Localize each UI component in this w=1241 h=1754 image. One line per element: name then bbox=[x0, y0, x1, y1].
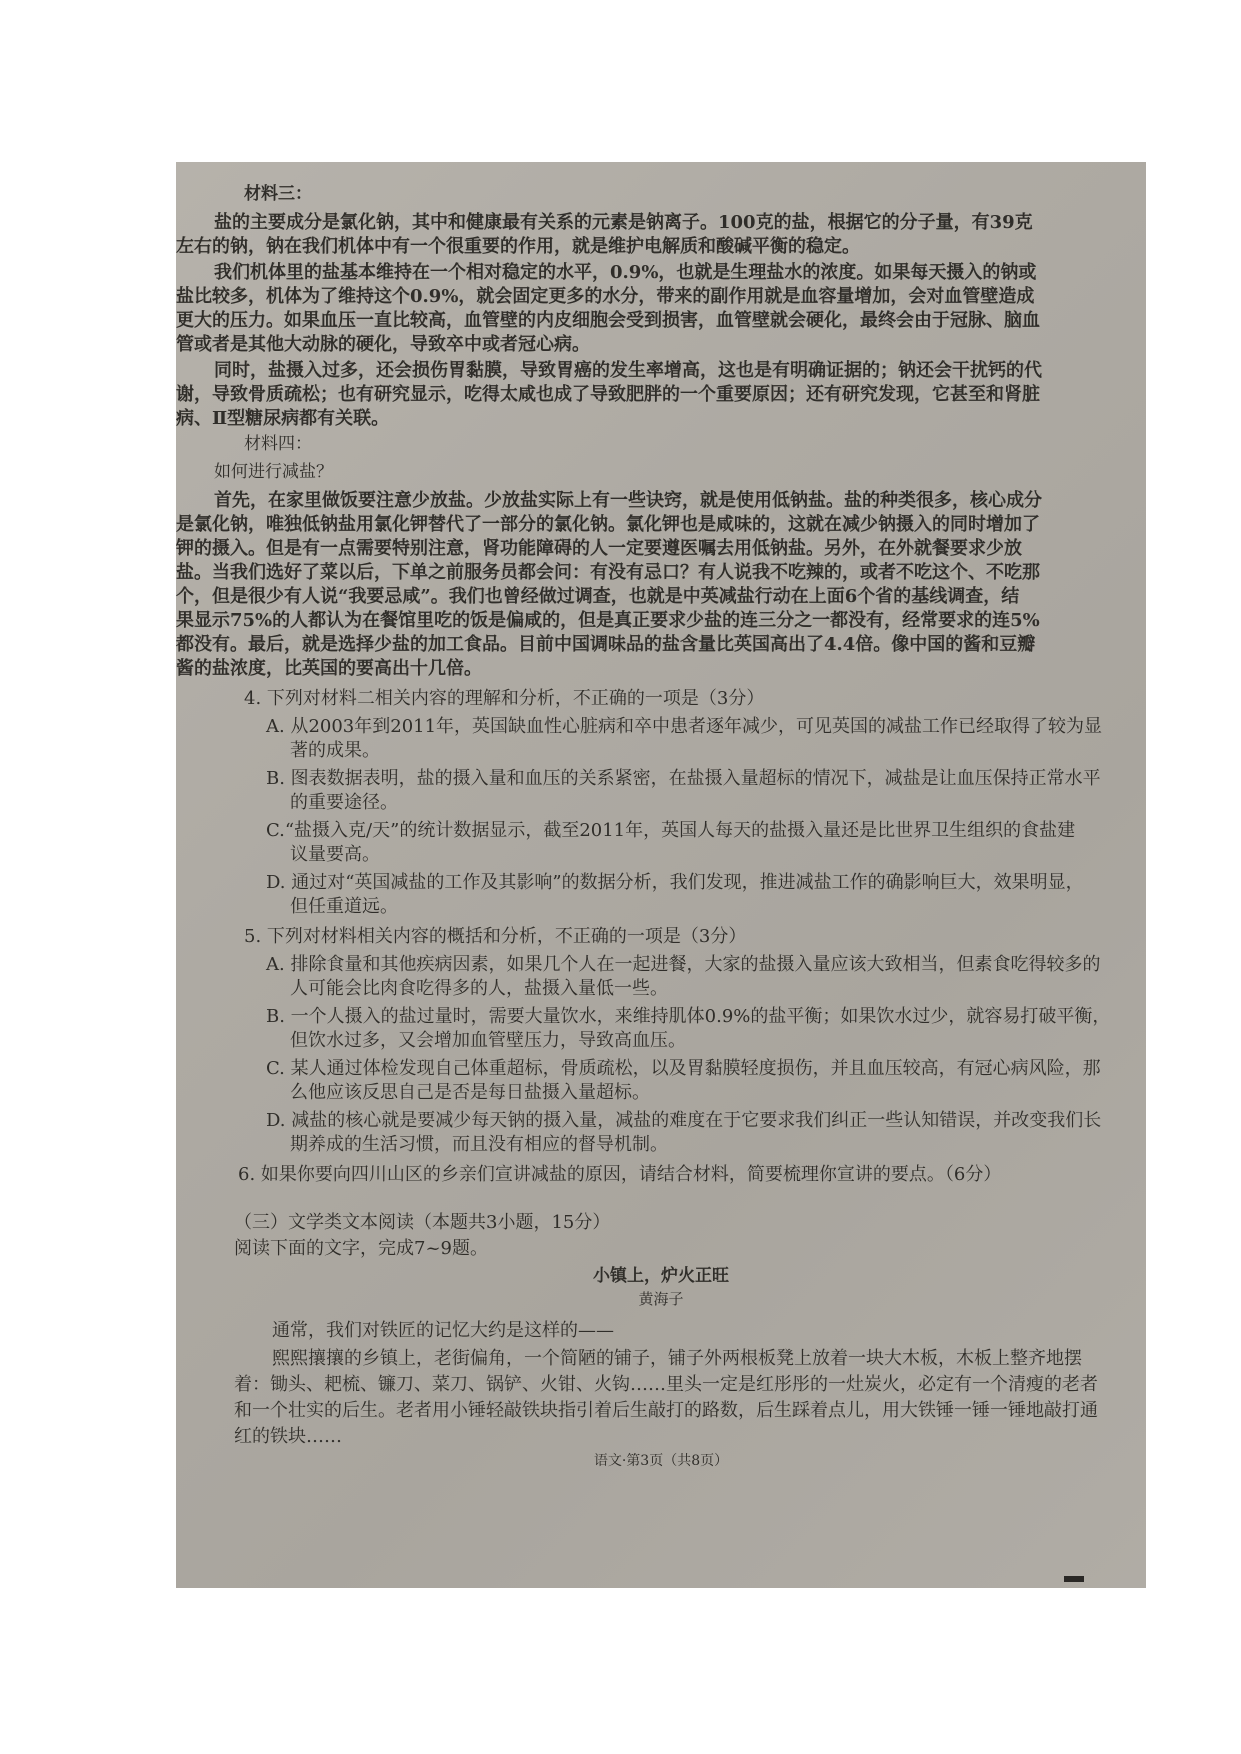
material4-label: 材料四： bbox=[244, 434, 312, 454]
q4-option-c-cont: 议量要高。 bbox=[290, 844, 380, 865]
q5-option-c: C. 某人通过体检发现自己体重超标，骨质疏松，以及胃黏膜轻度损伤，并且血压较高，有冠心病风险，那 bbox=[266, 1058, 1101, 1079]
story-p1: 通常，我们对铁匠的记忆大约是这样的—— bbox=[272, 1320, 614, 1341]
material4-p1-line6: 果显示75%的人都认为在餐馆里吃的饭是偏咸的，但是真正要求少盐的连三分之一都没有，经常要求的连5% bbox=[176, 610, 1040, 631]
material3-p3-line3: 病、Ⅱ型糖尿病都有关联。 bbox=[176, 408, 390, 429]
story-p2-line4: 红的铁块…… bbox=[234, 1426, 342, 1447]
q5-option-b-cont: 但饮水过多，又会增加血管壁压力，导致高血压。 bbox=[290, 1030, 686, 1051]
material3-p3-line2: 谢，导致骨质疏松；也有研究显示，吃得太咸也成了导致肥胖的一个重要原因；还有研究发现，它甚至和肾脏 bbox=[176, 384, 1040, 405]
material4-subtitle: 如何进行减盐？ bbox=[214, 462, 333, 482]
q4-option-a: A. 从2003年到2011年，英国缺血性心脏病和卒中患者逐年减少，可见英国的减盐工作已经取得了较为显 bbox=[266, 716, 1103, 737]
q4-stem: 4. 下列对材料二相关内容的理解和分析，不正确的一项是（3分） bbox=[244, 688, 765, 709]
material3-p2-line3: 更大的压力。如果血压一直比较高，血管壁的内皮细胞会受到损害，血管壁就会硬化，最终会由于冠脉、脑血 bbox=[176, 310, 1040, 331]
q4-option-a-cont: 著的成果。 bbox=[290, 740, 380, 761]
page-footer: 语文·第3页（共8页） bbox=[593, 1453, 729, 1469]
q4-option-b: B. 图表数据表明，盐的摄入量和血压的关系紧密，在盐摄入量超标的情况下，减盐是让血压保持正常水平 bbox=[266, 768, 1101, 789]
story-title: 小镇上，炉火正旺 bbox=[593, 1266, 729, 1286]
material3-label: 材料三： bbox=[244, 184, 312, 204]
story-p2-line1: 熙熙攘攘的乡镇上，老街偏角，一个简陋的铺子，铺子外两根板凳上放着一块大木板，木板上整齐地摆 bbox=[272, 1348, 1082, 1369]
q5-option-b: B. 一个人摄入的盐过量时，需要大量饮水，来维持肌体0.9%的盐平衡；如果饮水过少，就容易打破平衡， bbox=[266, 1006, 1111, 1027]
q4-option-c: C.“盐摄入克/天”的统计数据显示，截至2011年，英国人每天的盐摄入量还是比世界卫生组织的食盐建 bbox=[266, 820, 1076, 841]
photographed-exam-page bbox=[176, 162, 1146, 1588]
material3-p2-line2: 盐比较多，机体为了维持这个0.9%，就会固定更多的水分，带来的副作用就是血容量增加，会对血管壁造成 bbox=[176, 286, 1035, 307]
material4-p1-line7: 都没有。最后，就是选择少盐的加工食品。目前中国调味品的盐含量比英国高出了4.4倍。像中国的酱和豆瓣 bbox=[176, 634, 1036, 655]
q4-option-d: D. 通过对“英国减盐的工作及其影响”的数据分析，我们发现，推进减盐工作的确影响巨大，效果明显， bbox=[266, 872, 1084, 893]
material3-p1-line1: 盐的主要成分是氯化钠，其中和健康最有关系的元素是钠离子。100克的盐，根据它的分子量，有39克 bbox=[214, 212, 1033, 233]
material3-p3-line1: 同时，盐摄入过多，还会损伤胃黏膜，导致胃癌的发生率增高，这也是有明确证据的；钠还会干扰钙的代 bbox=[214, 360, 1042, 381]
q5-option-d-cont: 期养成的生活习惯，而且没有相应的督导机制。 bbox=[290, 1134, 668, 1155]
q5-option-d: D. 减盐的核心就是要减少每天钠的摄入量，减盐的难度在于它要求我们纠正一些认知错误，并改变我们长 bbox=[266, 1110, 1102, 1131]
corner-mark bbox=[1064, 1576, 1084, 1582]
q6-stem: 6. 如果你要向四川山区的乡亲们宣讲减盐的原因，请结合材料，简要梳理你宣讲的要点。（6分） bbox=[238, 1164, 1002, 1185]
material4-p1-line3: 钾的摄入。但是有一点需要特别注意，肾功能障碍的人一定要遵医嘱去用低钠盐。另外，在外就餐要求少放 bbox=[176, 538, 1022, 559]
material4-p1-line2: 是氯化钠，唯独低钠盐用氯化钾替代了一部分的氯化钠。氯化钾也是咸味的，这就在减少钠摄入的同时增加了 bbox=[176, 514, 1040, 535]
q4-option-d-cont: 但任重道远。 bbox=[290, 896, 398, 917]
q5-stem: 5. 下列对材料相关内容的概括和分析，不正确的一项是（3分） bbox=[244, 926, 747, 947]
material4-p1-line1: 首先，在家里做饭要注意少放盐。少放盐实际上有一些诀窍，就是使用低钠盐。盐的种类很多，核心成分 bbox=[214, 490, 1042, 511]
q5-option-c-cont: 么他应该反思自己是否是每日盐摄入量超标。 bbox=[290, 1082, 650, 1103]
material4-p1-line4: 盐。当我们选好了菜以后，下单之前服务员都会问：有没有忌口？有人说我不吃辣的，或者不吃这个、不吃那 bbox=[176, 562, 1040, 583]
section3-heading: （三）文学类文本阅读（本题共3小题，15分） bbox=[234, 1212, 611, 1233]
material3-p2-line4: 管或者是其他大动脉的硬化，导致卒中或者冠心病。 bbox=[176, 334, 590, 355]
story-p2-line2: 着：锄头、耙梳、镰刀、菜刀、锅铲、火钳、火钩……里头一定是红彤彤的一灶炭火，必定有一个清瘦的老者 bbox=[234, 1374, 1098, 1395]
section3-instruction: 阅读下面的文字，完成7~9题。 bbox=[234, 1238, 488, 1259]
q5-option-a-cont: 人可能会比肉食吃得多的人，盐摄入量低一些。 bbox=[290, 978, 668, 999]
material4-p1-line5: 个，但是很少有人说“我要忌咸”。我们也曾经做过调查，也就是中英减盐行动在上面6个省的基线调查，结 bbox=[176, 586, 1020, 607]
story-author: 黄海子 bbox=[638, 1290, 684, 1308]
q4-option-b-cont: 的重要途径。 bbox=[290, 792, 398, 813]
material3-p2-line1: 我们机体里的盐基本维持在一个相对稳定的水平，0.9%，也就是生理盐水的浓度。如果每天摄入的钠或 bbox=[214, 262, 1037, 283]
material4-p1-line8: 酱的盐浓度，比英国的要高出十几倍。 bbox=[176, 658, 482, 679]
story-p2-line3: 和一个壮实的后生。老者用小锤轻敲铁块指引着后生敲打的路数，后生踩着点儿，用大铁锤一锤一锤地敲打通 bbox=[234, 1400, 1098, 1421]
material3-p1-line2: 左右的钠，钠在我们机体中有一个很重要的作用，就是维护电解质和酸碱平衡的稳定。 bbox=[176, 236, 860, 257]
q5-option-a: A. 排除食量和其他疾病因素，如果几个人在一起进餐，大家的盐摄入量应该大致相当，但素食吃得较多的 bbox=[266, 954, 1101, 975]
